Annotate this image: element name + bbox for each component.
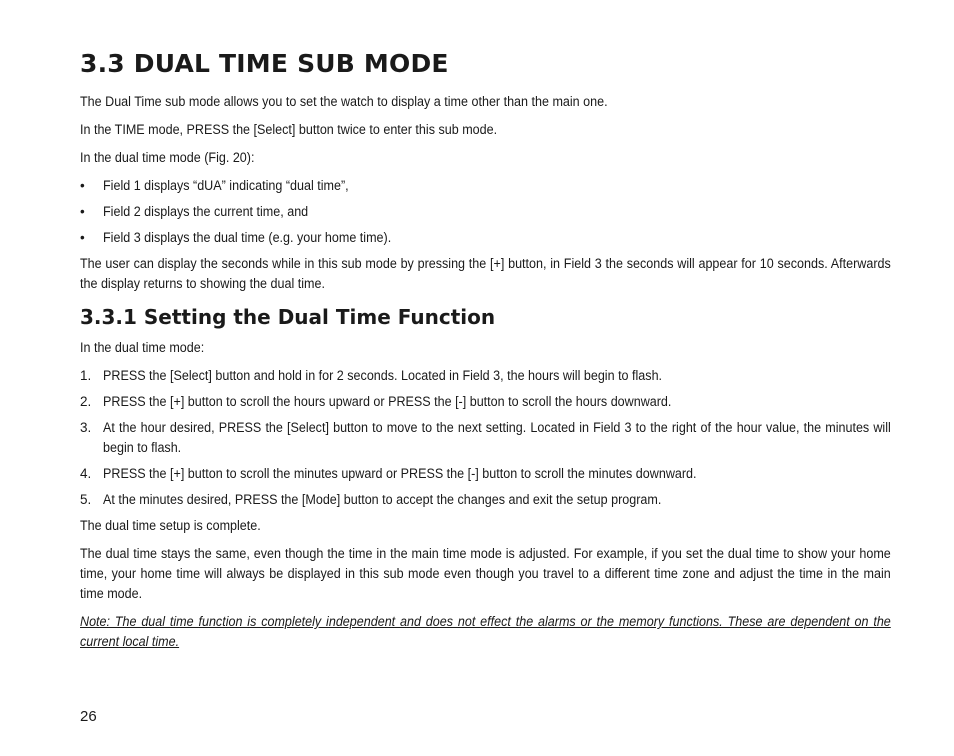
document-page: [80, 48, 891, 660]
step-number: 1.: [80, 368, 92, 383]
seconds-paragraph: The user can display the seconds while in this sub mode by pressing the [+] button, in Field 3 the seconds will appear for 10 seconds. Afterwards the display returns to showing the dual time.: [80, 256, 891, 291]
bullet-text: Field 2 displays the current time, and: [103, 204, 309, 219]
bullet-item: [80, 202, 891, 222]
bullet-item: [80, 176, 891, 196]
bullet-text: Field 3 displays the dual time (e.g. your home time).: [103, 230, 392, 245]
setup-step-list: [80, 366, 891, 510]
bullet-marker: •: [80, 204, 85, 219]
step-number: 4.: [80, 466, 92, 481]
field-bullet-list: [80, 176, 891, 248]
subsection-heading: 3.3.1 Setting the Dual Time Function: [80, 305, 496, 329]
intro-paragraph: In the dual time mode (Fig. 20):: [80, 150, 255, 165]
step-item: [80, 490, 891, 510]
step-text: PRESS the [+] button to scroll the hours upward or PRESS the [-] button to scroll the hours downward.: [103, 394, 672, 409]
intro-paragraph: The Dual Time sub mode allows you to set the watch to display a time other than the main one.: [80, 94, 608, 109]
bullet-marker: •: [80, 230, 85, 245]
page-number: 26: [80, 708, 97, 725]
explanation-paragraph: The dual time stays the same, even though the time in the main time mode is adjusted. For example, if you set the dual time to show your home time, your home time will always be displayed in this sub mode even though you travel to a different time zone and adjust the time in the main time mode.: [80, 546, 891, 601]
note-paragraph: Note: The dual time function is completely independent and does not effect the alarms or the memory functions. These are dependent on the current local time.: [80, 614, 891, 649]
step-item: [80, 392, 891, 412]
complete-paragraph: The dual time setup is complete.: [80, 518, 261, 533]
step-item: [80, 366, 891, 386]
section-heading: 3.3 DUAL TIME SUB MODE: [80, 49, 449, 78]
step-number: 2.: [80, 394, 92, 409]
step-item: [80, 464, 891, 484]
bullet-text: Field 1 displays “dUA” indicating “dual time”,: [103, 178, 349, 193]
step-number: 5.: [80, 492, 92, 507]
intro-paragraph: In the TIME mode, PRESS the [Select] button twice to enter this sub mode.: [80, 122, 498, 137]
step-text: At the hour desired, PRESS the [Select] button to move to the next setting. Located in Field 3 to the right of the hour value, the minutes will begin to flash.: [103, 420, 891, 455]
step-number: 3.: [80, 420, 92, 435]
steps-intro: In the dual time mode:: [80, 340, 205, 355]
bullet-marker: •: [80, 178, 85, 193]
step-text: PRESS the [+] button to scroll the minutes upward or PRESS the [-] button to scroll the minutes downward.: [103, 466, 697, 481]
step-text: At the minutes desired, PRESS the [Mode] button to accept the changes and exit the setup program.: [103, 492, 662, 507]
step-text: PRESS the [Select] button and hold in for 2 seconds. Located in Field 3, the hours will begin to flash.: [103, 368, 663, 383]
step-item: [80, 418, 891, 458]
bullet-item: [80, 228, 891, 248]
